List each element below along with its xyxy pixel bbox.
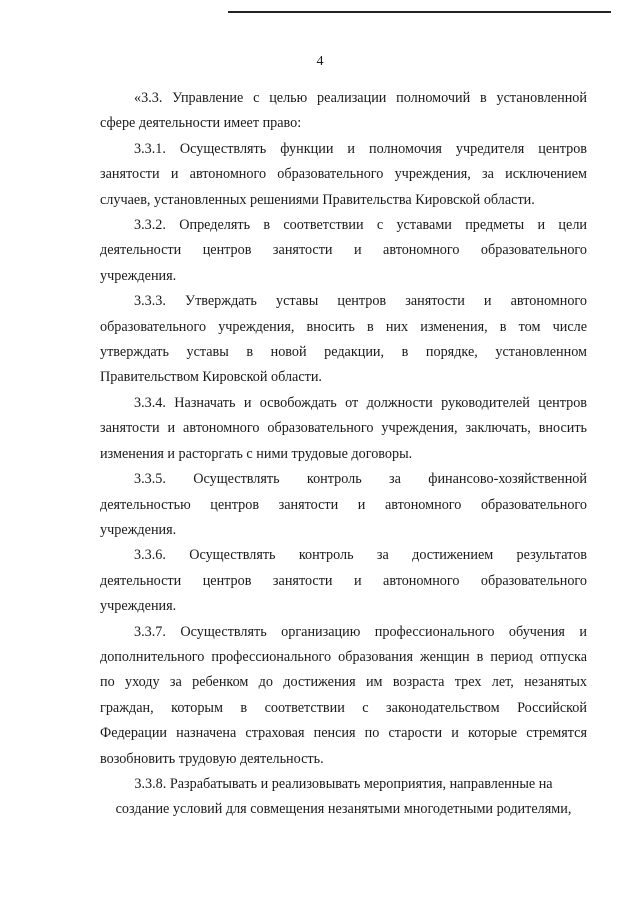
text-line: деятельности центров занятости и автономного образовательного <box>100 572 587 589</box>
paragraph-3-3-7 <box>100 620 587 772</box>
text-line: образовательного учреждения, вносить в них изменения, в том числе <box>100 318 587 335</box>
text-line: возобновить трудовую деятельность. <box>100 750 324 767</box>
paragraph-3-3-5 <box>100 467 587 543</box>
text-line: учреждения. <box>100 267 177 284</box>
paragraph-3-3-2 <box>100 213 587 289</box>
text-line: утверждать уставы в новой редакции, в порядке, установленном <box>100 344 587 361</box>
text-line: сфере деятельности имеет право: <box>100 115 302 132</box>
text-line: случаев, установленных решениями Правительства Кировской области. <box>100 191 535 208</box>
text-line: граждан, которым в соответствии с законодательством Российской <box>100 699 587 716</box>
text-line: учреждения. <box>100 598 177 615</box>
text-line: создание условий для совмещения незанятыми многодетными родителями, <box>115 801 572 818</box>
text-line: 3.3.2. Определять в соответствии с уставами предметы и цели <box>134 217 587 234</box>
paragraph-3-3-8 <box>100 772 587 823</box>
text-line: 3.3.7. Осуществлять организацию профессионального обучения и <box>134 623 587 640</box>
text-line: по уходу за ребенком до достижения им возраста трех лет, незанятых <box>100 674 587 691</box>
text-line: 3.3.6. Осуществлять контроль за достижением результатов <box>134 547 587 564</box>
paragraph-3-3 <box>100 86 587 137</box>
document-body <box>100 86 587 823</box>
paragraph-3-3-3 <box>100 289 587 391</box>
text-line: «3.3. Управление с целью реализации полномочий в установленной <box>134 90 587 106</box>
text-line: 3.3.8. Разрабатывать и реализовывать мероприятия, направленные на <box>134 775 553 792</box>
text-line: изменения и расторгать с ними трудовые договоры. <box>100 445 413 462</box>
text-line: занятости и автономного образовательного учреждения, за исключением <box>100 166 587 183</box>
text-line: учреждения. <box>100 521 177 538</box>
text-line: занятости и автономного образовательного учреждения, заключать, вносить <box>100 420 587 437</box>
text-line: деятельности центров занятости и автономного образовательного <box>100 242 587 259</box>
text-line: 3.3.1. Осуществлять функции и полномочия учредителя центров <box>134 140 587 157</box>
paragraph-3-3-4 <box>100 391 587 467</box>
paragraph-3-3-1 <box>100 137 587 213</box>
text-line: деятельностью центров занятости и автономного образовательного <box>100 496 587 513</box>
paragraph-3-3-6 <box>100 543 587 619</box>
text-line: 3.3.4. Назначать и освобождать от должности руководителей центров <box>134 394 587 411</box>
text-line: дополнительного профессионального образования женщин в период отпуска <box>100 648 587 665</box>
page-number: 4 <box>316 54 324 69</box>
text-line: 3.3.3. Утверждать уставы центров занятости и автономного <box>134 293 587 310</box>
top-rule <box>228 11 611 13</box>
text-line: Правительством Кировской области. <box>100 369 322 386</box>
text-line: 3.3.5. Осуществлять контроль за финансово-хозяйственной <box>134 471 587 488</box>
text-line: Федерации назначена страховая пенсия по старости и которые стремятся <box>100 725 587 742</box>
